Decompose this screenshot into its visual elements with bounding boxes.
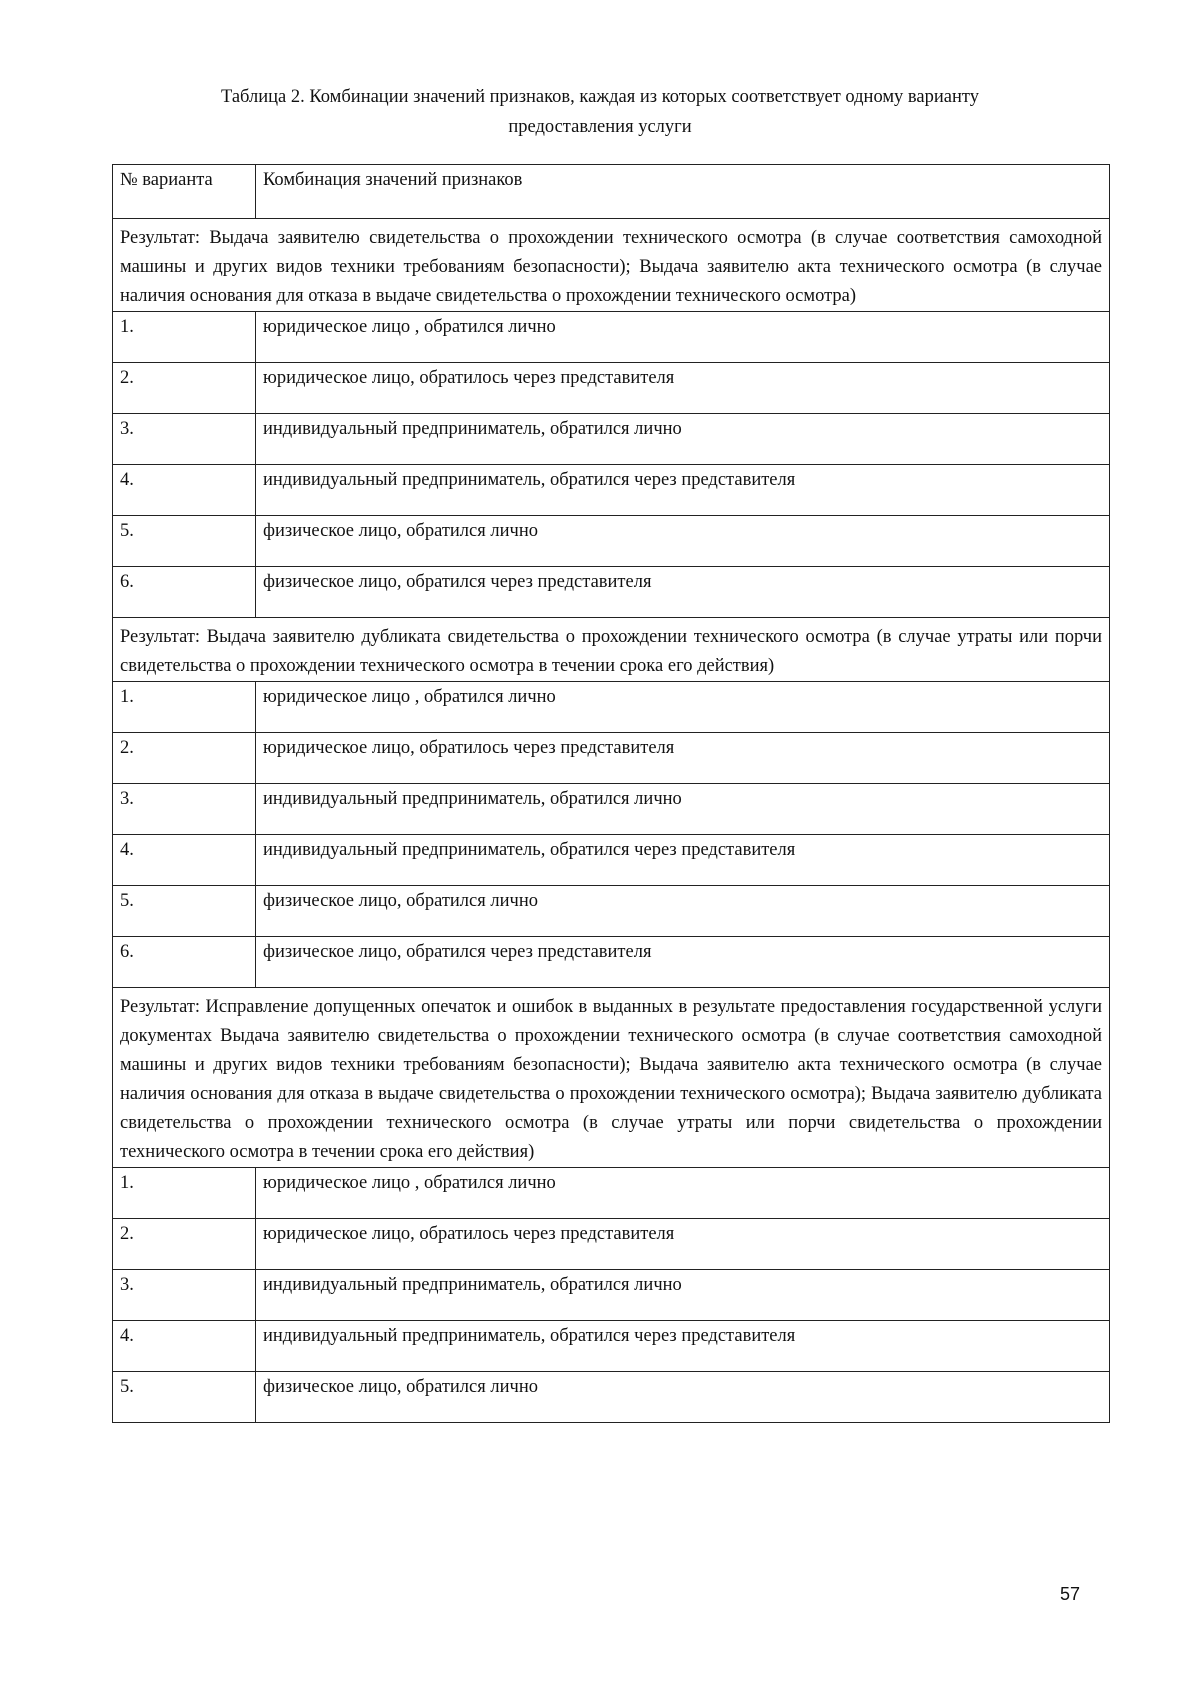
table-row [113, 1168, 1110, 1219]
combinations-table [112, 164, 1110, 1423]
table-row [113, 1321, 1110, 1372]
combination-text: индивидуальный предприниматель, обратился лично [256, 414, 1110, 465]
table-row [113, 1270, 1110, 1321]
variant-number: 2. [113, 1219, 256, 1270]
combination-text: юридическое лицо , обратился лично [256, 312, 1110, 363]
combination-text: индивидуальный предприниматель, обратился лично [256, 1270, 1110, 1321]
table-row [113, 1372, 1110, 1423]
combination-text: индивидуальный предприниматель, обратился через представителя [256, 835, 1110, 886]
combination-text: физическое лицо, обратился через представителя [256, 937, 1110, 988]
variant-number: 1. [113, 312, 256, 363]
combination-text: юридическое лицо , обратился лично [256, 1168, 1110, 1219]
table-caption [110, 82, 1090, 142]
variant-number: 3. [113, 784, 256, 835]
result-text: Результат: Исправление допущенных опечаток и ошибок в выданных в результате предоставления государственной услуги документах Выдача заявителю свидетельства о прохождении технического осмотра (в случае соответствия самоходной машины и других видов техники требованиям безопасности); Выдача заявителю акта технического осмотра (в случае наличия основания для отказа в выдаче свидетельства о прохождении технического осмотра); Выдача заявителю дубликата свидетельства о прохождении технического осмотра (в случае утраты или порчи свидетельства о прохождении технического осмотра в течении срока его действия) [113, 988, 1110, 1168]
variant-number: 5. [113, 1372, 256, 1423]
variant-number: 4. [113, 835, 256, 886]
table-row [113, 312, 1110, 363]
variant-number: 3. [113, 414, 256, 465]
table-header-row [113, 165, 1110, 219]
variant-number: 6. [113, 937, 256, 988]
variant-number: 5. [113, 886, 256, 937]
header-combination: Комбинация значений признаков [256, 165, 1110, 219]
variant-number: 4. [113, 1321, 256, 1372]
table-row [113, 835, 1110, 886]
result-text: Результат: Выдача заявителю свидетельства о прохождении технического осмотра (в случае соответствия самоходной машины и других видов техники требованиям безопасности); Выдача заявителю акта технического осмотра (в случае наличия основания для отказа в выдаче свидетельства о прохождении технического осмотра) [113, 219, 1110, 312]
combination-text: юридическое лицо, обратилось через представителя [256, 1219, 1110, 1270]
table-row [113, 937, 1110, 988]
caption-line-1: Таблица 2. Комбинации значений признаков, каждая из которых соответствует одному варианту [220, 87, 979, 107]
result-row [113, 988, 1110, 1168]
table-row [113, 886, 1110, 937]
caption-line-2: предоставления услуги [508, 117, 692, 137]
combination-text: юридическое лицо, обратилось через представителя [256, 733, 1110, 784]
table-row [113, 363, 1110, 414]
variant-number: 6. [113, 567, 256, 618]
combination-text: физическое лицо, обратился через представителя [256, 567, 1110, 618]
variant-number: 2. [113, 363, 256, 414]
combination-text: физическое лицо, обратился лично [256, 516, 1110, 567]
result-row [113, 618, 1110, 682]
table-row [113, 1219, 1110, 1270]
result-text: Результат: Выдача заявителю дубликата свидетельства о прохождении технического осмотра (в случае утраты или порчи свидетельства о прохождении технического осмотра в течении срока его действия) [113, 618, 1110, 682]
combination-text: юридическое лицо, обратилось через представителя [256, 363, 1110, 414]
table-row [113, 733, 1110, 784]
combination-text: индивидуальный предприниматель, обратился через представителя [256, 465, 1110, 516]
variant-number: 3. [113, 1270, 256, 1321]
variant-number: 1. [113, 1168, 256, 1219]
combination-text: индивидуальный предприниматель, обратился лично [256, 784, 1110, 835]
combination-text: физическое лицо, обратился лично [256, 886, 1110, 937]
table-row [113, 784, 1110, 835]
combination-text: индивидуальный предприниматель, обратился через представителя [256, 1321, 1110, 1372]
combination-text: юридическое лицо , обратился лично [256, 682, 1110, 733]
table-row [113, 414, 1110, 465]
table-row [113, 567, 1110, 618]
variant-number: 2. [113, 733, 256, 784]
variant-number: 1. [113, 682, 256, 733]
variant-number: 5. [113, 516, 256, 567]
variant-number: 4. [113, 465, 256, 516]
header-variant-number: № варианта [113, 165, 256, 219]
table-row [113, 682, 1110, 733]
table-row [113, 465, 1110, 516]
combination-text: физическое лицо, обратился лично [256, 1372, 1110, 1423]
table-row [113, 516, 1110, 567]
page-number: 57 [1060, 1584, 1081, 1604]
result-row [113, 219, 1110, 312]
